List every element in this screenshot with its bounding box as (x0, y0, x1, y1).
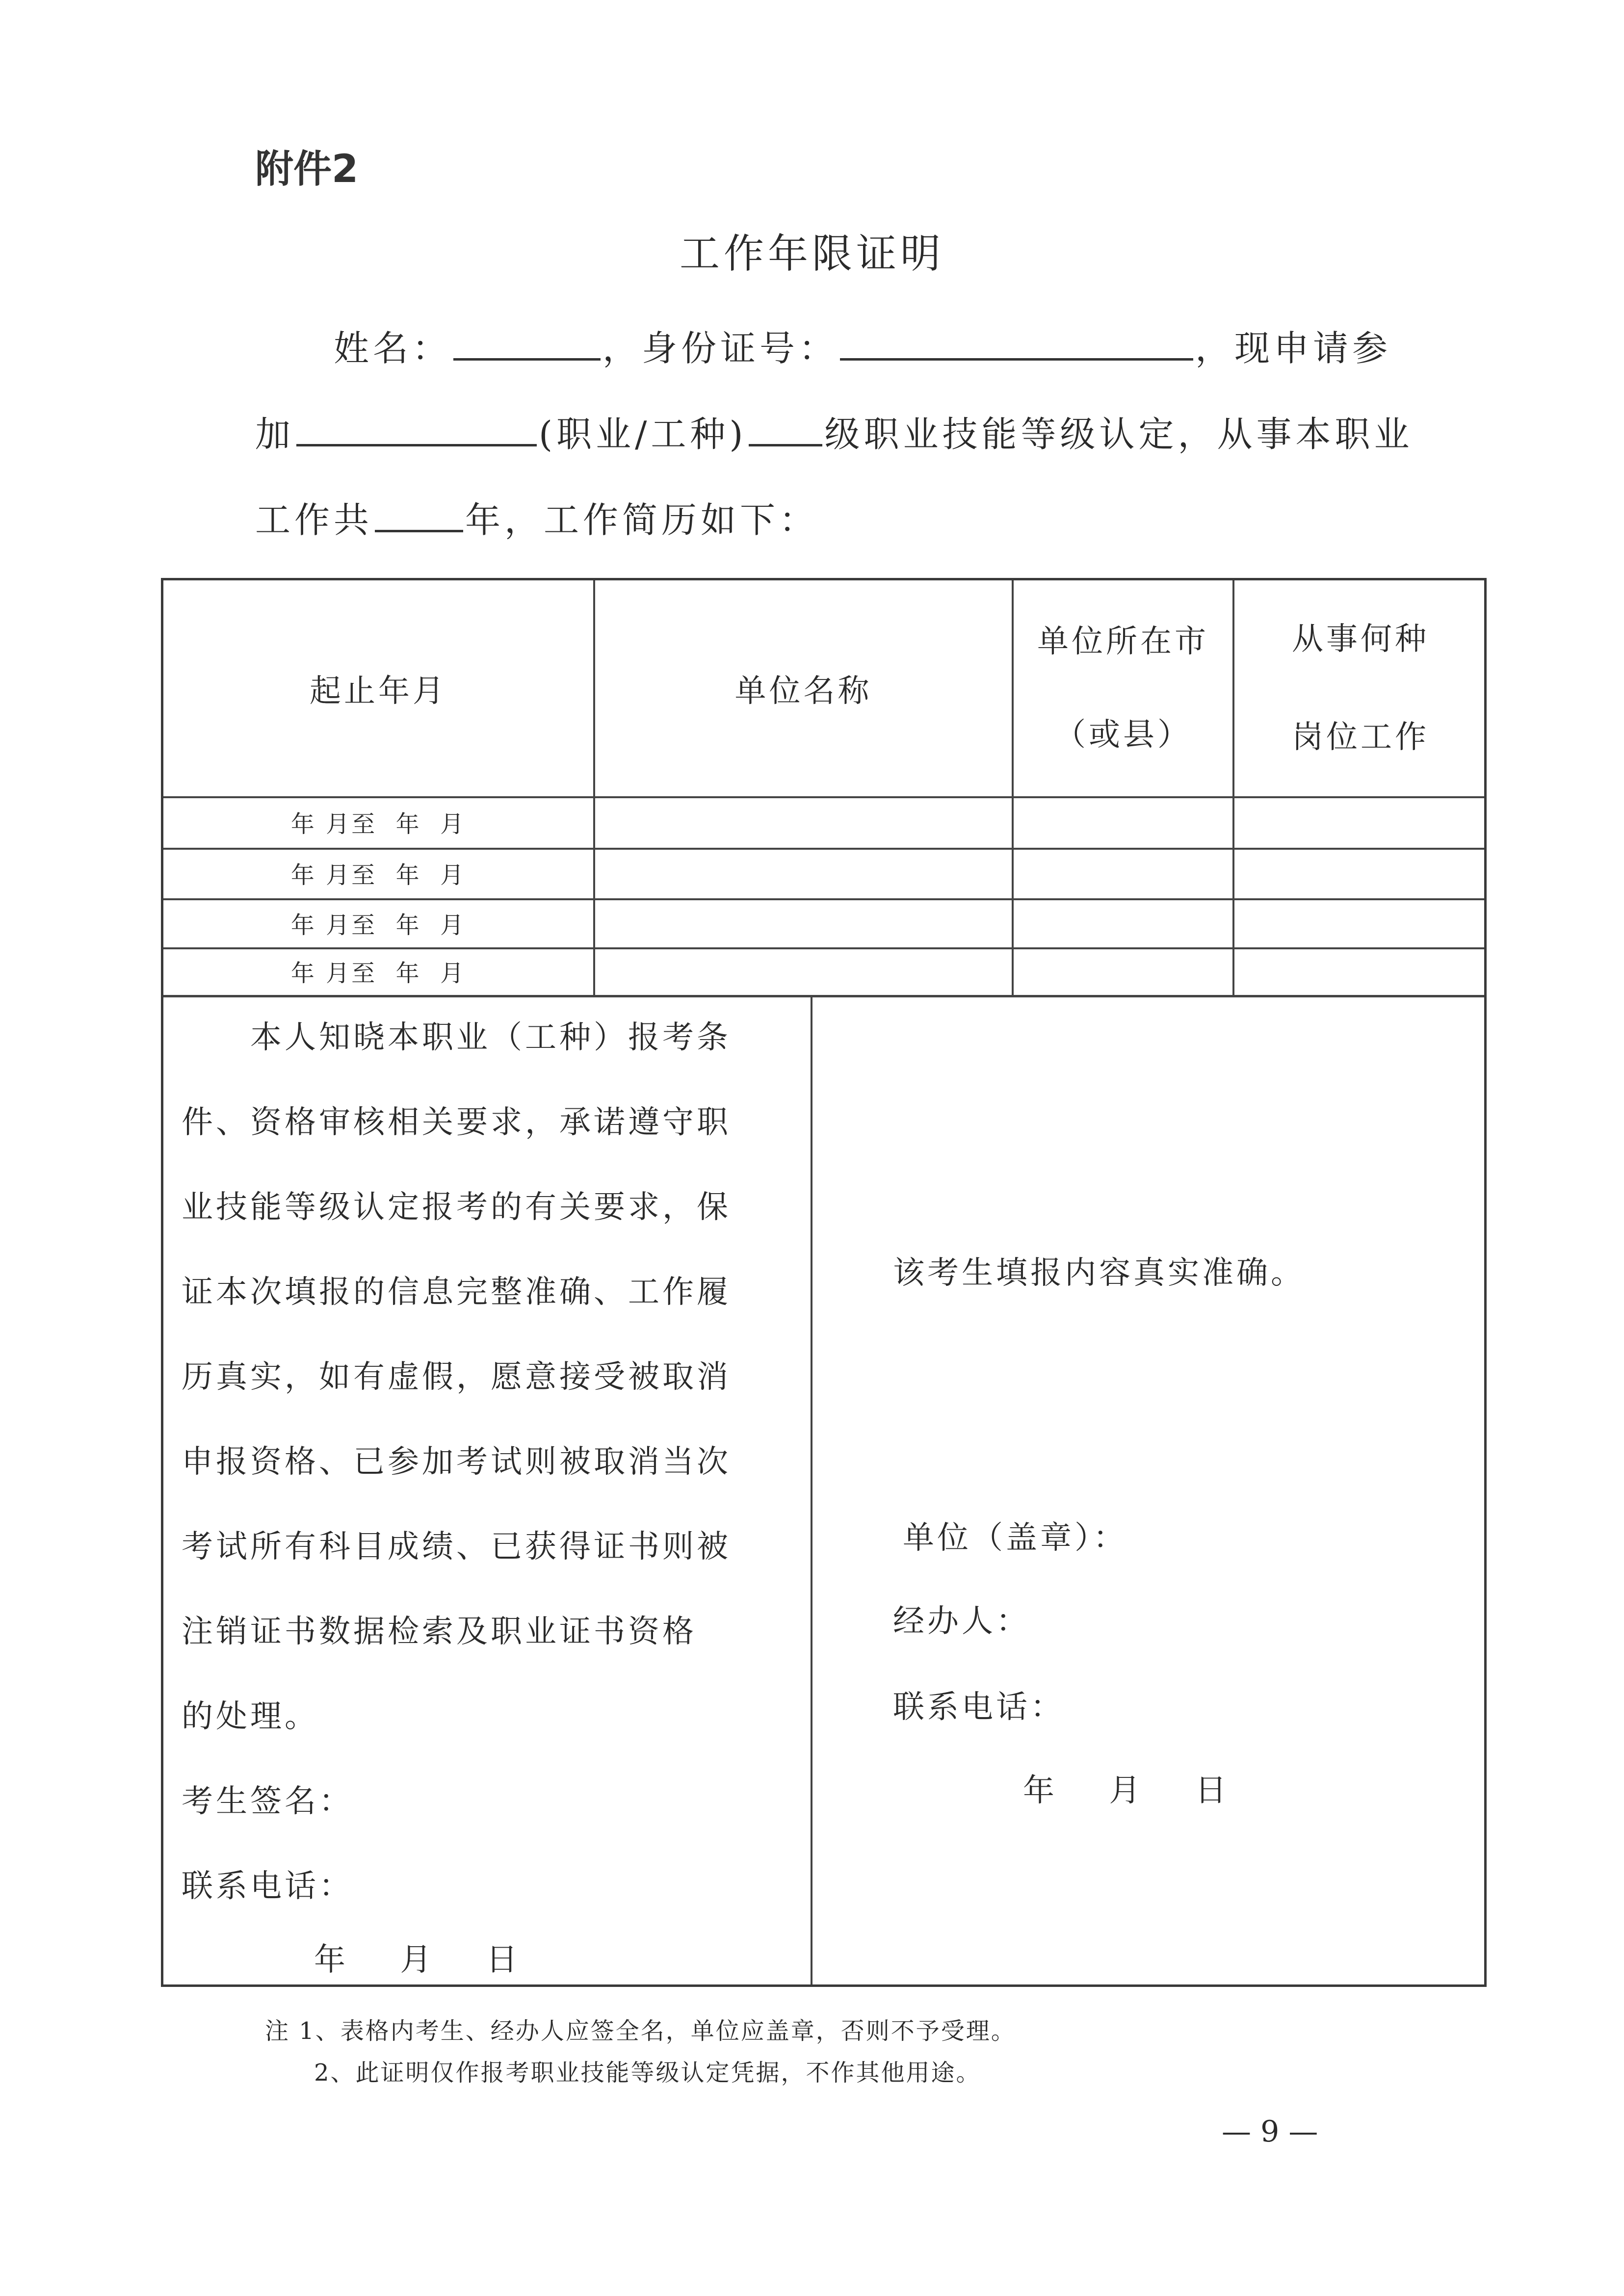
period-cell: 年 月至 年 月 (290, 810, 466, 838)
city-cell[interactable] (1014, 898, 1232, 947)
handler-label[interactable]: 经办人： (893, 1603, 1030, 1640)
attachment-label: 附件2 (255, 147, 359, 191)
note-1: 注 1、表格内考生、经办人应签全名，单位应盖章，否则不予受理。 (265, 2017, 1016, 2045)
candidate-phone-label[interactable]: 联系电话： (182, 1868, 353, 1905)
header-position-line2: 岗位工作 (1292, 719, 1429, 756)
occupation-label: (职业/工种) (539, 414, 747, 455)
employer-date[interactable]: 年 月 日 (1023, 1773, 1230, 1809)
table-row (163, 796, 1484, 848)
row-divider (163, 995, 1484, 997)
period-cell: 年 月至 年 月 (290, 861, 466, 889)
employer-statement: 该考生填报内容真实准确。 (893, 1255, 1305, 1291)
declaration-line: 的处理。 (182, 1698, 319, 1735)
id-label: ，身份证号： (602, 328, 838, 369)
intro-line1-end: ，现申请参 (1195, 328, 1392, 369)
page-number: — 9 — (1222, 2114, 1318, 2149)
company-cell[interactable] (595, 898, 1012, 947)
declaration-line: 件、资格审核相关要求，承诺遵守职 (182, 1104, 731, 1141)
name-field[interactable] (453, 329, 601, 361)
header-position-line1: 从事何种 (1292, 621, 1429, 657)
intro-line2-rest: 级职业技能等级认定，从事本职业 (824, 414, 1414, 455)
employer-phone-label[interactable]: 联系电话： (893, 1689, 1065, 1725)
note-2: 2、此证明仅作报考职业技能等级认定凭据，不作其他用途。 (314, 2059, 981, 2087)
company-cell[interactable] (595, 796, 1012, 848)
position-cell[interactable] (1234, 796, 1487, 848)
declaration-line: 注销证书数据检索及职业证书资格 (182, 1614, 697, 1650)
header-city (1014, 580, 1232, 796)
intro-line-2 (255, 412, 1413, 456)
header-period: 起止年月 (310, 673, 447, 709)
position-cell[interactable] (1234, 848, 1487, 898)
declaration-line: 申报资格、已参加考试则被取消当次 (182, 1444, 731, 1480)
intro-line-3 (255, 498, 818, 542)
years-field[interactable] (375, 500, 463, 532)
intro-line3-rest: 年，工作简历如下： (465, 499, 819, 541)
declaration-line: 考试所有科目成绩、已获得证书则被 (182, 1529, 731, 1565)
declaration-line: 证本次填报的信息完整准确、工作履 (182, 1274, 731, 1310)
header-city-line1: 单位所在市 (1037, 624, 1209, 660)
page-title: 工作年限证明 (679, 231, 944, 277)
header-city-line2: （或县） (1054, 717, 1192, 753)
occupation-field[interactable] (296, 415, 537, 446)
company-cell[interactable] (595, 848, 1012, 898)
declaration-line: 历真实，如有虚假，愿意接受被取消 (182, 1359, 731, 1395)
intro-line2-start: 加 (255, 414, 295, 455)
section-divider (811, 995, 812, 1984)
company-cell[interactable] (595, 947, 1012, 995)
header-position (1234, 580, 1487, 796)
employer-seal-label[interactable]: 单位（盖章）： (903, 1520, 1127, 1556)
city-cell[interactable] (1014, 848, 1232, 898)
intro-line-1 (334, 326, 1391, 370)
declaration-line: 本人知晓本职业（工种）报考条 (250, 1019, 731, 1056)
declaration-line: 业技能等级认定报考的有关要求，保 (182, 1189, 731, 1226)
id-number-field[interactable] (840, 329, 1193, 361)
table-row (163, 898, 1484, 947)
table-row (163, 848, 1484, 898)
header-company: 单位名称 (734, 673, 872, 709)
candidate-signature-label[interactable]: 考生签名： (182, 1783, 353, 1820)
level-field[interactable] (749, 415, 822, 446)
period-cell: 年 月至 年 月 (290, 960, 466, 987)
position-cell[interactable] (1234, 898, 1487, 947)
period-cell: 年 月至 年 月 (290, 911, 466, 939)
city-cell[interactable] (1014, 947, 1232, 995)
name-label: 姓名： (334, 328, 452, 369)
intro-line3-start: 工作共 (255, 499, 373, 541)
position-cell[interactable] (1234, 947, 1487, 995)
candidate-date[interactable]: 年 月 日 (314, 1942, 521, 1978)
table-row (163, 947, 1484, 995)
city-cell[interactable] (1014, 796, 1232, 848)
